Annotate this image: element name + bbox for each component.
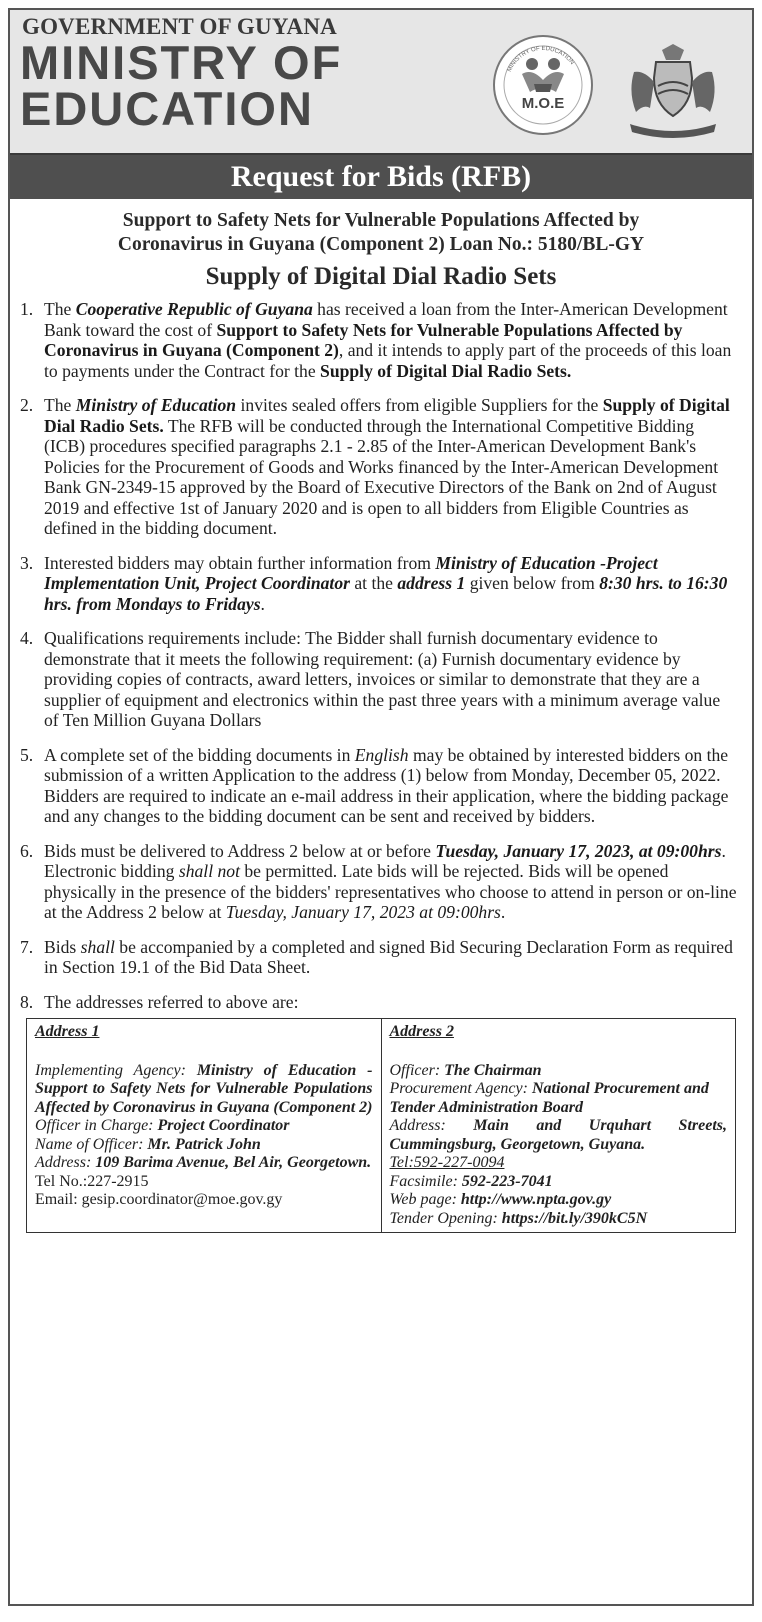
address-2-officer: Officer: The Chairman [389, 1061, 542, 1079]
moe-logo-ring-text: MINISTRY OF EDUCATION [506, 45, 575, 73]
clause-number: 1. [20, 299, 34, 319]
clause-5 [20, 745, 738, 827]
address-1-tel: Tel No.:227-2915 [35, 1172, 149, 1190]
address-1-agency: Implementing Agency: Ministry of Education - Support to Safety Nets for Vulnerable Populations Affected by Coronavirus in Guyana (Component 2) [35, 1061, 373, 1116]
web-page-link[interactable]: http://www.npta.gov.gy [460, 1191, 612, 1208]
ministry-heading [20, 36, 343, 135]
address-2-web: Web page: http://www.npta.gov.gy [389, 1191, 612, 1208]
clause-text: Bids shall be accompanied by a completed and signed Bid Securing Declaration Form as required in Section 19.1 of the Bid Data Sheet. [44, 936, 733, 977]
rfb-banner: Request for Bids (RFB) [10, 153, 752, 199]
clause-4 [20, 628, 738, 731]
address-1-heading: Address 1 [35, 1023, 100, 1040]
address-2-agency: Procurement Agency: National Procurement and Tender Administration Board [389, 1080, 709, 1116]
clause-1 [20, 299, 738, 381]
clause-2 [20, 395, 738, 539]
clause-text: The Cooperative Republic of Guyana has received a loan from the Inter-American Development Bank toward the cost of Support to Safety Nets for Vulnerable Populations Affected by Coronavirus in Guyana (Component 2), and it intends to apply part of the proceeds of this loan to payments under the Contract for the Supply of Digital Dial Radio Sets. [44, 299, 732, 381]
address-table [26, 1018, 736, 1233]
clause-7 [20, 937, 738, 978]
address-1-name: Name of Officer: Mr. Patrick John [35, 1135, 261, 1153]
address-2-heading: Address 2 [389, 1023, 454, 1040]
clause-text: The Ministry of Education invites sealed offers from eligible Suppliers for the Supply of Digital Dial Radio Sets. The RFB will be conducted through the International Competitive Bidding (ICB) procedures specified paragraphs 2.1 - 2.85 of the Inter-American Development Bank's Policies for the Procurement of Goods and Works financed by the Inter-American Development Bank GN-2349-15 approved by the Board of Executive Directors of the Bank on 2nd of August 2019 and effective 1st of January 2020 and is open to all bidders from Eligible Countries as defined in the bidding document. [44, 395, 730, 538]
tender-opening-link[interactable]: https://bit.ly/390kC5N [501, 1209, 648, 1227]
address-1-address: Address: 109 Barima Avenue, Bel Air, Georgetown. [35, 1154, 372, 1171]
clause-number: 2. [20, 395, 34, 415]
clause-number: 8. [20, 991, 34, 1012]
clause-3 [20, 553, 738, 615]
clause-6 [20, 841, 738, 923]
project-subtitle [30, 209, 732, 257]
address-2-address: Address: Main and Urquhart Streets, Cummingsburg, Georgetown, Guyana. [389, 1117, 727, 1153]
notice-title: Supply of Digital Dial Radio Sets [205, 263, 557, 290]
subtitle-line-1: Support to Safety Nets for Vulnerable Populations Affected by [122, 210, 640, 231]
clause-number: 6. [20, 840, 34, 861]
government-heading: GOVERNMENT OF GUYANA [22, 14, 337, 39]
clauses-list [20, 299, 738, 1012]
clause-number: 3. [20, 552, 34, 573]
address-2-column [382, 1019, 736, 1232]
subtitle-line-2: Coronavirus in Guyana (Component 2) Loan No.: 5180/BL-GY [117, 234, 645, 255]
address-2-fax: Facsimile: 592-223-7041 [389, 1172, 553, 1190]
moe-logo [492, 34, 594, 136]
ministry-line-2: EDUCATION [20, 82, 314, 135]
address-1-officer: Officer in Charge: Project Coordinator [35, 1117, 290, 1134]
clause-8 [20, 992, 738, 1013]
clause-text: A complete set of the bidding documents in English may be obtained by interested bidders on the submission of a written Application to the address (1) below from Monday, December 05, 2022. Bidders are required to indicate an e-mail address in their application, where the bidding package and any changes to the bidding document can be sent and received by bidders. [44, 744, 729, 826]
address-1-email[interactable]: Email: gesip.coordinator@moe.gov.gy [35, 1191, 283, 1208]
address-2-tel-link[interactable]: Tel:592-227-0094 [389, 1154, 505, 1171]
clause-number: 7. [20, 936, 34, 957]
clause-number: 4. [20, 628, 34, 648]
moe-logo-text: M.O.E [521, 95, 565, 112]
address-1-column [27, 1019, 382, 1232]
coat-of-arms-icon [622, 42, 724, 142]
address-2-tender: Tender Opening: https://bit.ly/390kC5N [389, 1209, 648, 1227]
ministry-line-1: MINISTRY OF [20, 36, 343, 89]
clause-text: Interested bidders may obtain further information from Ministry of Education -Project Implementation Unit, Project Coordinator at the address 1 given below from 8:30 hrs. to 16:30 hrs. from Mondays to Fridays. [44, 552, 728, 614]
clause-text: Qualifications requirements include: The Bidder shall furnish documentary evidence to demonstrate that it meets the following requirement: (a) Furnish documentary evidence by providing copies of contracts, award letters, invoices or similar to demonstrate that they are a supplier of equipment and electronics within the past three years with a minimum average value of Ten Million Guyana Dollars [44, 628, 721, 730]
clause-text: The addresses referred to above are: [44, 991, 299, 1012]
clause-text: Bids must be delivered to Address 2 below at or before Tuesday, January 17, 2023, at 09:00hrs. Electronic bidding shall not be permitted. Late bids will be rejected. Bids will be opened physically in the presence of the bidders' representatives who choose to attend in person or on-line at the Address 2 below at Tuesday, January 17, 2023 at 09:00hrs. [44, 840, 737, 922]
header [10, 10, 752, 153]
clause-number: 5. [20, 744, 34, 765]
bid-notice [8, 8, 754, 1606]
